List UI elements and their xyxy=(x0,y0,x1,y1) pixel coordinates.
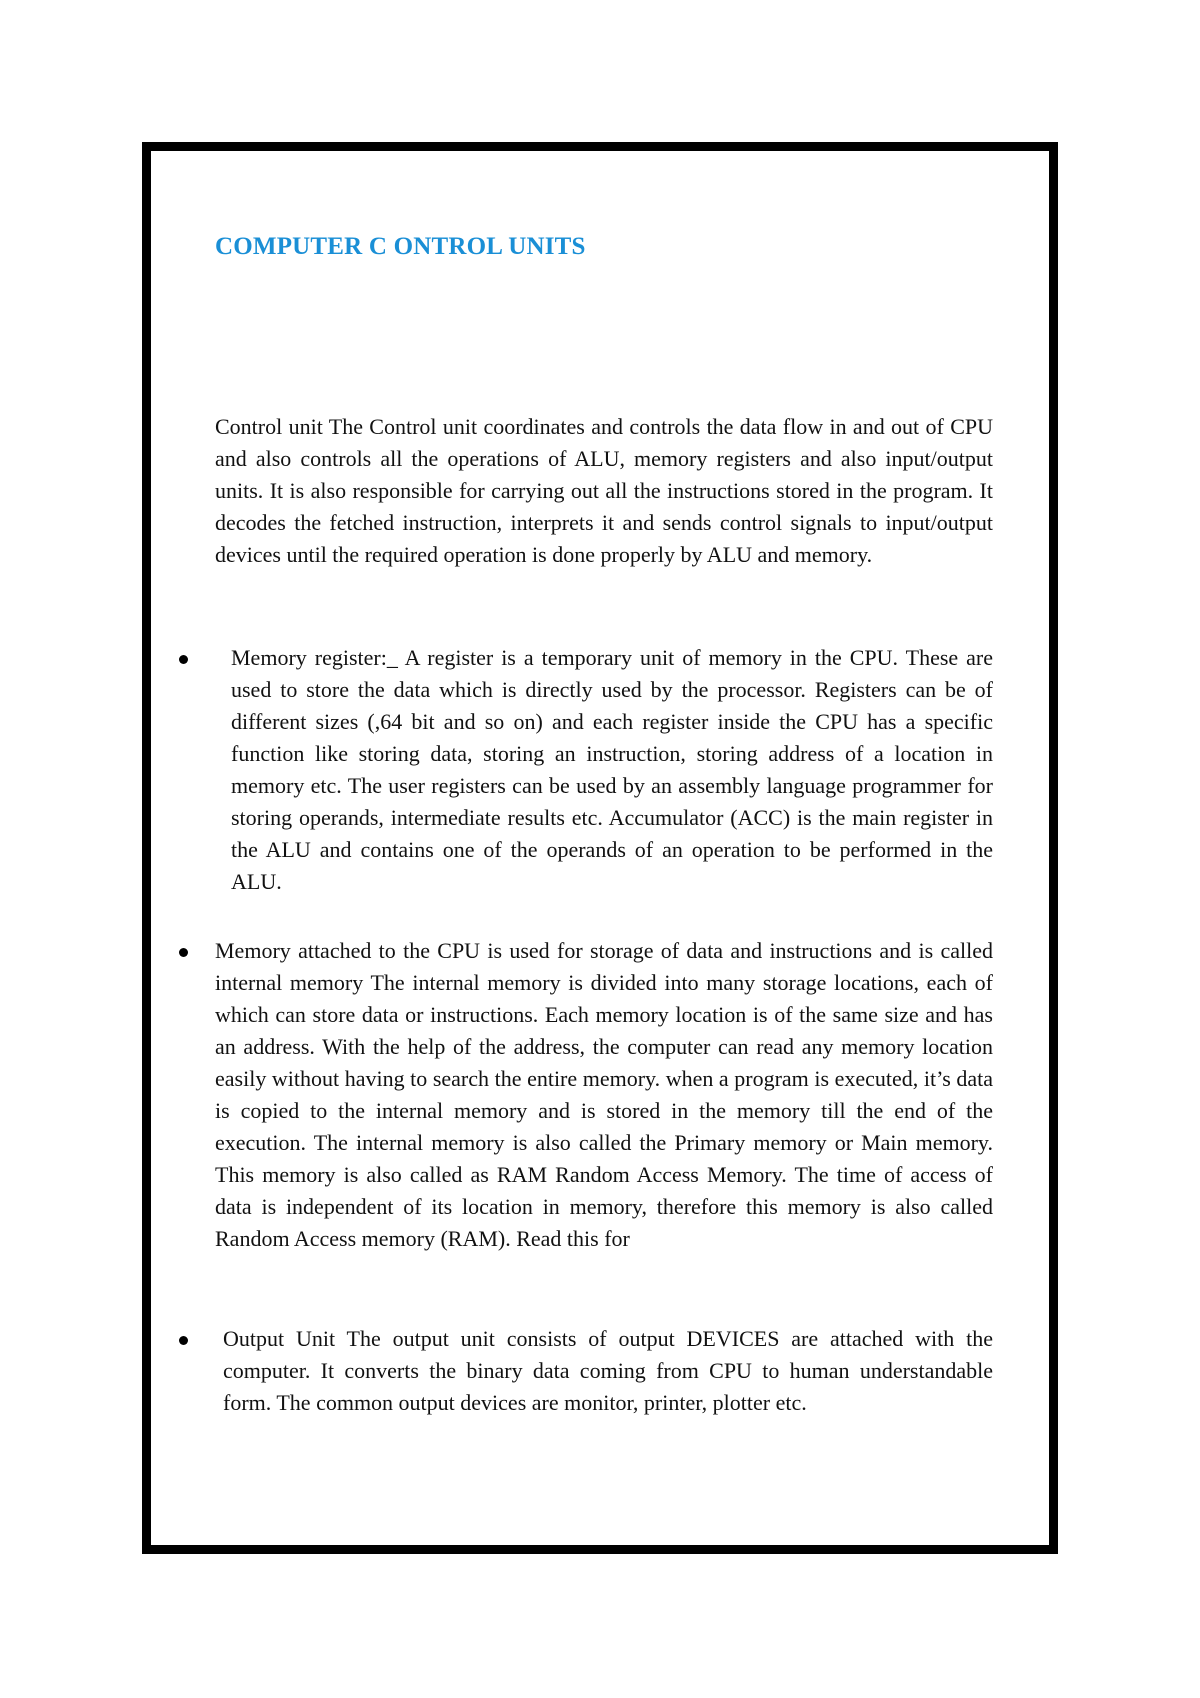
document-title: COMPUTER C ONTROL UNITS xyxy=(215,233,586,260)
bullet-icon xyxy=(179,1336,188,1345)
list-item-text: Memory attached to the CPU is used for storage of data and instructions and is called internal memory The internal memory is divided into many storage locations, each of which can store data or instructions. Each memory location is of the same size and has an address. With the help of the address, the computer can read any memory location easily without having to search the entire memory. when a program is executed, it’s data is copied to the internal memory and is stored in the memory till the end of the execution. The internal memory is also called the Primary memory or Main memory. This memory is also called as RAM Random Access Memory. The time of access of data is independent of its location in memory, therefore this memory is also called Random Access memory (RAM). Read this for xyxy=(215,938,993,1251)
list-item xyxy=(215,1323,993,1419)
bullet-icon xyxy=(179,655,188,664)
list-item-text: Memory register:_ A register is a temporary unit of memory in the CPU. These are used to store the data which is directly used by the processor. Registers can be of different sizes (,64 bit and so on) and each register inside the CPU has a specific function like storing data, storing an instruction, storing address of a location in memory etc. The user registers can be used by an assembly language programmer for storing operands, intermediate results etc. Accumulator (ACC) is the main register in the ALU and contains one of the operands of an operation to be performed in the ALU. xyxy=(231,645,993,894)
bullet-icon xyxy=(179,948,188,957)
intro-paragraph: Control unit The Control unit coordinates and controls the data flow in and out of CPU and also controls all the operations of ALU, memory registers and also input/output units. It is also responsible for carrying out all the instructions stored in the program. It decodes the fetched instruction, interprets it and sends control signals to input/output devices until the required operation is done properly by ALU and memory. xyxy=(215,414,993,567)
list-item xyxy=(215,935,993,1255)
list-item-text: Output Unit The output unit consists of output DEVICES are attached with the computer. It converts the binary data coming from CPU to human understandable form. The common output devices are monitor, printer, plotter etc. xyxy=(223,1326,993,1415)
list-item xyxy=(215,642,993,898)
